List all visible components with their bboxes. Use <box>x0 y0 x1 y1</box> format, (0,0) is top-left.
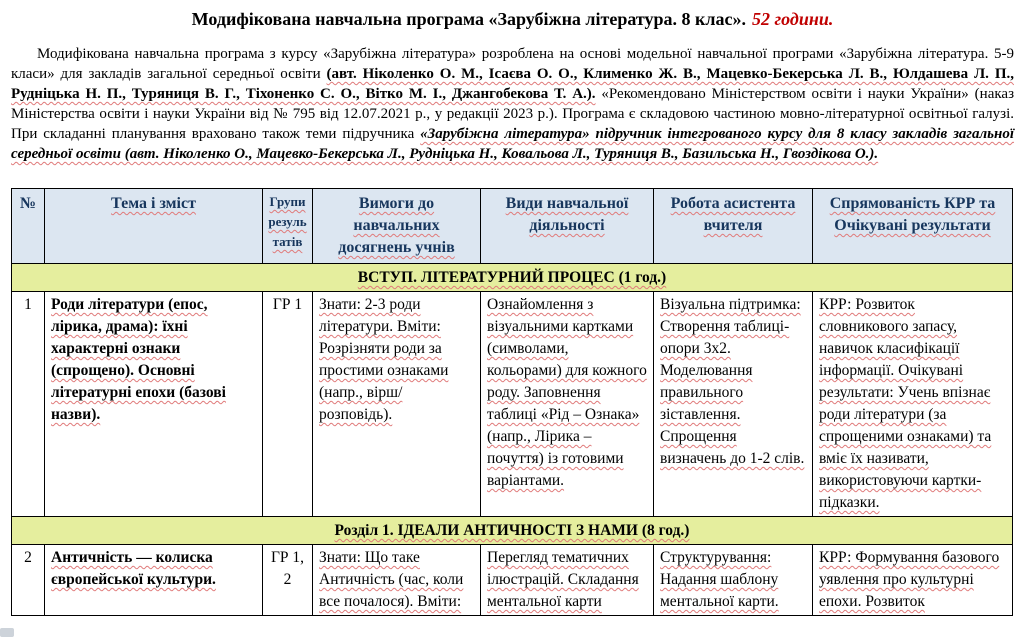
cell-activities <box>481 545 654 616</box>
cell-num <box>12 292 45 517</box>
cell-text: Знати: 2-3 роди літератури. Вміти: Розрізняти роди за простими ознаками (напр., вірш/ розповідь). <box>319 296 449 423</box>
cell-num <box>12 545 45 616</box>
section-title-cell <box>12 517 1013 545</box>
table-row <box>12 545 1013 616</box>
table-row <box>12 292 1013 517</box>
column-header-label: Види навчальної діяльності <box>505 195 629 234</box>
intro-segment: «Рекомендовано Міністерством освіти і науки України» (наказ Міністерства освіти і науки України від № 795 від 12.07.2021 р., у редакції 2023 р.). Програма є складовою частиною мовно-літературної освітньої галузі. При складанні планування враховано також теми підручника <box>11 86 1014 142</box>
section-title-cell <box>12 264 1013 292</box>
cell-text: 2 <box>24 549 32 566</box>
section-row <box>12 517 1013 545</box>
cell-text: КРР: Формування базового уявлення про культурні епохи. Розвиток <box>819 549 1000 610</box>
cell-text: 1 <box>24 296 32 313</box>
cell-topic <box>45 545 263 616</box>
column-header-label: Вимоги до навчальних досягнень учнів <box>338 195 455 256</box>
cell-text: Знати: Що таке Античність (час, коли все почалося). Вміти: <box>319 549 464 610</box>
column-header-activities <box>481 189 654 264</box>
column-header-assistant <box>654 189 813 264</box>
cell-topic <box>45 292 263 517</box>
cell-outcomes <box>813 292 1013 517</box>
page-corner-artifact <box>0 628 14 637</box>
cell-text: ГР 1 <box>272 296 303 313</box>
cell-outcomes <box>813 545 1013 616</box>
cell-text: КРР: Розвиток словникового запасу, навичок класифікації інформації. Очікувані результати: Учень впізнає роди літератури (за спрощеними ознаками) та вміє їх називати, використовуючи картки-підказки. <box>819 296 992 511</box>
cell-assistant <box>654 545 813 616</box>
column-header-outcomes <box>813 189 1013 264</box>
program-table <box>11 188 1013 616</box>
column-header-label: Групи резуль татів <box>268 194 307 249</box>
cell-group <box>263 292 313 517</box>
column-header-label: Робота асистента вчителя <box>670 195 796 234</box>
column-header-label: Тема і зміст <box>111 195 196 212</box>
document-hours: 52 години. <box>752 9 834 29</box>
cell-text: Перегляд тематичних ілюстрацій. Складання ментальної карти <box>487 549 639 610</box>
cell-text: Візуальна підтримка: Створення таблиці-опори 3х2. Моделювання правильного зіставлення. Спрощення визначень до 1-2 слів. <box>660 296 805 467</box>
column-header-group <box>263 189 313 264</box>
cell-group <box>263 545 313 616</box>
table-header-row <box>12 189 1013 264</box>
column-header-label: № <box>19 195 37 212</box>
column-header-label: Спрямованість КРР та Очікувані результати <box>829 195 996 234</box>
column-header-topic <box>45 189 263 264</box>
intro-segment: «Зарубіжна література» підручник інтегрованого курсу для 8 класу закладів загальної середньої освіти (авт. Ніколенко О., Мацевко-Бекерська Л., Рудніцька Н., Ковальова Л., Туряниця В., Базильська Н., Гвоздікова О.). <box>11 126 1015 162</box>
column-header-num <box>12 189 45 264</box>
cell-requirements <box>313 292 481 517</box>
intro-segment: Модифікована навчальна програма з курсу «Зарубіжна література» розроблена на основі модельної навчальної програми «Зарубіжна література. 5-9 класи» для закладів загальної середньої освіти <box>11 46 1014 82</box>
cell-activities <box>481 292 654 517</box>
document-title: Модифікована навчальна програма «Зарубіжна література. 8 клас». <box>191 9 746 29</box>
section-row <box>12 264 1013 292</box>
cell-requirements <box>313 545 481 616</box>
section-title: Розділ 1. ІДЕАЛИ АНТИЧНОСТІ З НАМИ (8 год.) <box>334 522 690 539</box>
cell-assistant <box>654 292 813 517</box>
cell-text: Структурування: Надання шаблону ментальної карти. <box>660 549 779 610</box>
section-title: ВСТУП. ЛІТЕРАТУРНИЙ ПРОЦЕС (1 год.) <box>357 269 667 286</box>
intro-paragraph <box>11 44 1014 164</box>
cell-text: Античність — колиска європейської культури. <box>51 549 216 588</box>
document-title-line <box>11 8 1014 30</box>
cell-text: ГР 1, 2 <box>270 549 305 588</box>
intro-segment: (авт. Ніколенко О. М., Ісаєва О. О., Клименко Ж. В., Мацевко-Бекерська Л. В., Юлдашева Л. П., Рудніцька Н. П., Туряниця В. Г., Тіхоненко С. О., Вітко М. І., Джангобекова Т. А.). <box>11 66 1014 102</box>
cell-text: Ознайомлення з візуальними картками (символами, кольорами) для кожного роду. Заповнення таблиці «Рід – Ознака» (напр., Лірика – почуття) із готовими варіантами. <box>487 296 647 489</box>
column-header-requirements <box>313 189 481 264</box>
cell-text: Роди літератури (епос, лірика, драма): їхні характерні ознаки (спрощено). Основні літературні епохи (базові назви). <box>51 296 226 423</box>
